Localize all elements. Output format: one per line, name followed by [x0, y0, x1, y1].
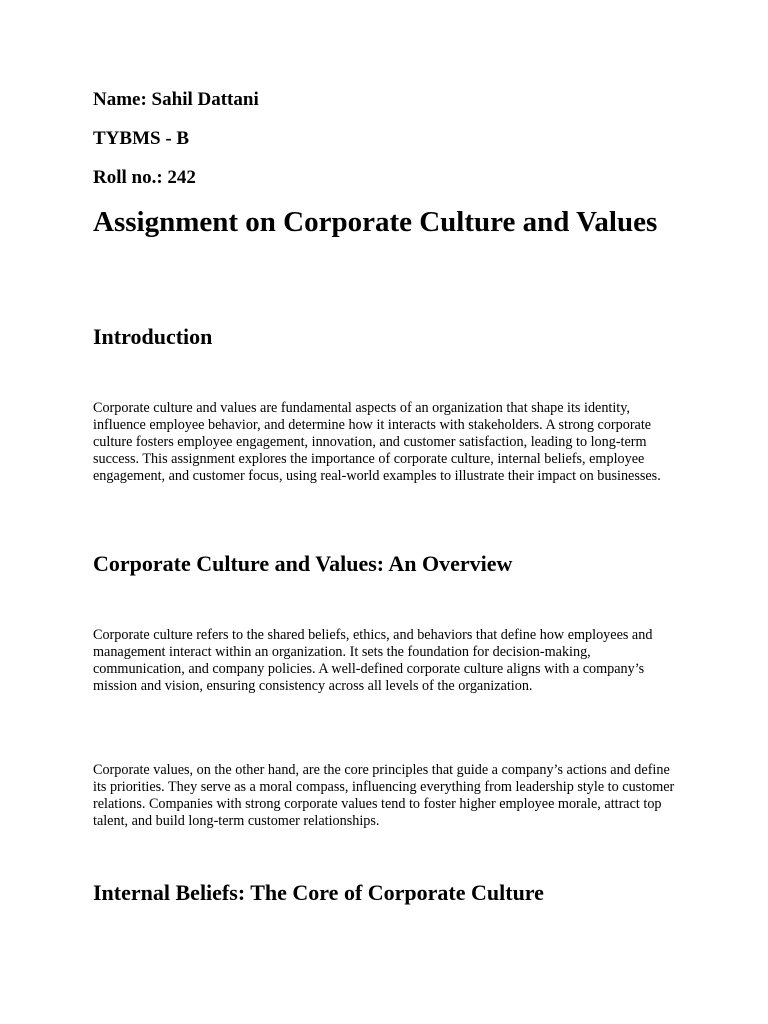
roll-number: Roll no.: 242 — [93, 167, 196, 188]
document-title: Assignment on Corporate Culture and Values — [93, 206, 658, 238]
overview-paragraph-culture: Corporate culture refers to the shared beliefs, ethics, and behaviors that define how employees and management interact within an organization. It sets the foundation for decision-making, communication, and company policies. A well-defined corporate culture aligns with a company’s mission and vision, ensuring consistency across all levels of the organization. — [93, 627, 653, 694]
introduction-paragraph: Corporate culture and values are fundamental aspects of an organization that shape its identity, influence employee behavior, and determine how it interacts with stakeholders. A strong corporate culture fosters employee engagement, innovation, and customer satisfaction, leading to long-term success. This assignment explores the importance of corporate culture, internal beliefs, employee engagement, and customer focus, using real-world examples to illustrate their impact on businesses. — [93, 400, 661, 484]
section-heading-internal-beliefs: Internal Beliefs: The Core of Corporate Culture — [93, 880, 544, 905]
section-heading-introduction: Introduction — [93, 324, 213, 349]
section-heading-overview: Corporate Culture and Values: An Overview — [93, 551, 513, 576]
student-name: Name: Sahil Dattani — [93, 89, 259, 110]
overview-paragraph-values: Corporate values, on the other hand, are the core principles that guide a company’s actions and define its priorities. They serve as a moral compass, influencing everything from leadership style to customer relations. Companies with strong corporate values tend to foster higher employee morale, attract top talent, and build long-term customer relationships. — [93, 762, 675, 829]
class-division: TYBMS - B — [93, 128, 190, 149]
